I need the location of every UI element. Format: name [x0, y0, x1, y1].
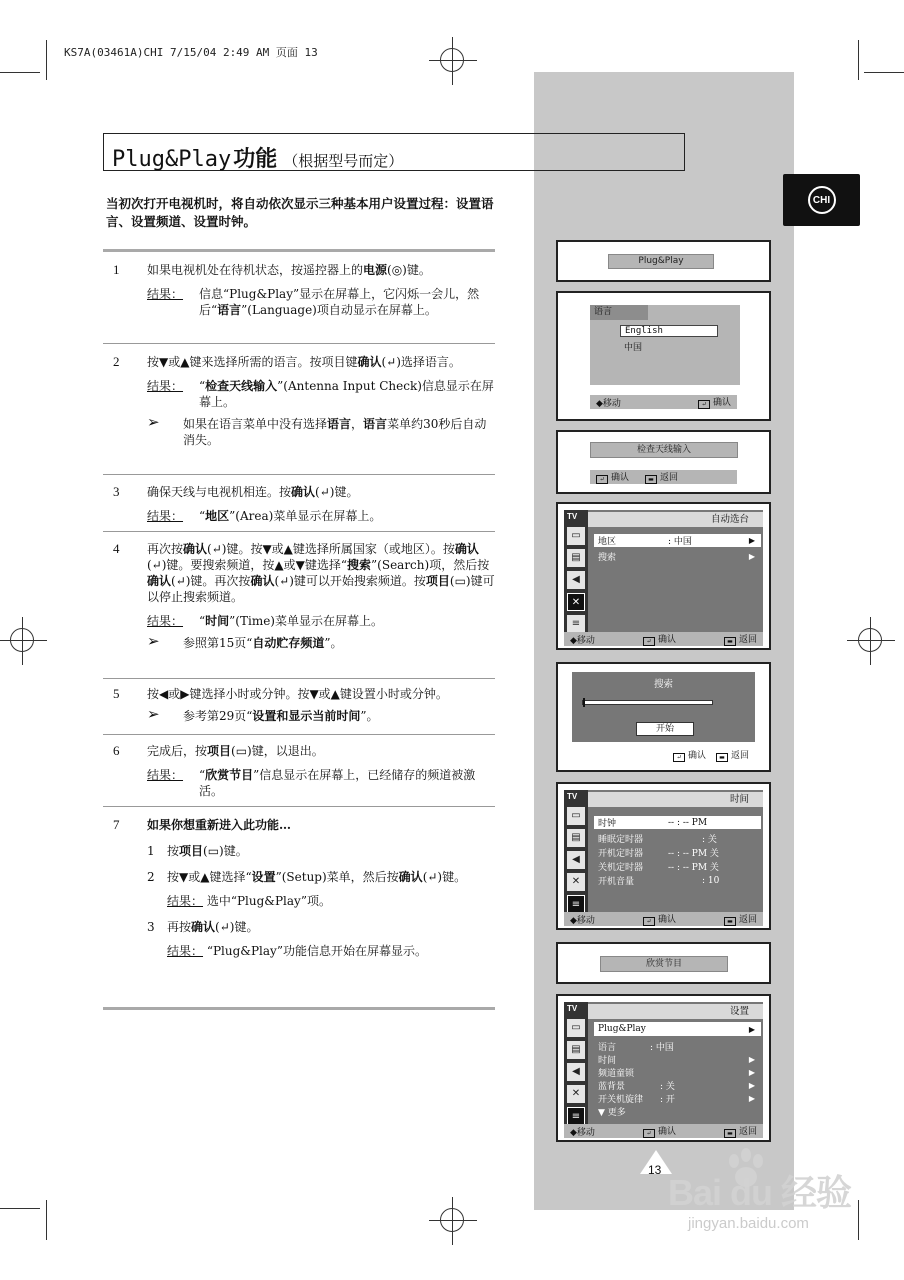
step-4	[103, 541, 495, 675]
osd-sidebar	[564, 1002, 588, 1124]
registration-mark	[10, 628, 34, 652]
step-result: 结果： 信息“Plug&Play”显示在屏幕上，它闪烁一会儿，然后“语言”(Language)项自动显示在屏幕上。	[147, 287, 480, 317]
screen-auto-store	[556, 502, 771, 650]
step-number: 2	[113, 354, 120, 369]
note-arrow-icon: ➢	[147, 413, 160, 431]
sub-step-result: 结果： “Plug&Play”功能信息开始在屏幕显示。	[167, 944, 427, 958]
plugplay-label: Plug&Play	[608, 254, 714, 269]
screen-plugplay	[556, 240, 771, 282]
note-arrow-icon: ➢	[147, 632, 160, 650]
setup-icon: ≡	[567, 615, 585, 633]
divider	[103, 734, 495, 735]
language-footer	[590, 395, 737, 409]
antenna-icon: ✕	[567, 593, 585, 611]
step-note: ➢ 参考第29页“设置和显示当前时间”。	[147, 705, 379, 723]
ok-hint: ↵ 确认	[643, 1124, 676, 1138]
watermark	[668, 1145, 858, 1245]
sound-icon: ◀	[567, 571, 585, 589]
search-title: 搜索	[653, 679, 673, 690]
step-text: 确保天线与电视机相连。按确认(↵)键。	[147, 485, 359, 499]
move-hint: ◆移动	[570, 1127, 595, 1138]
antenna-footer	[590, 470, 737, 484]
divider	[103, 474, 495, 475]
crop-mark	[46, 1200, 47, 1240]
menu-row-child-lock[interactable]: 频道童锁 ▶	[598, 1067, 755, 1079]
step-text: 按◀或▶键选择小时或分钟。按▼或▲键设置小时或分钟。	[147, 687, 448, 701]
channel-icon: ▤	[567, 829, 585, 847]
step-number: 1	[113, 262, 120, 277]
step-text: 完成后，按项目(▭)键，以退出。	[147, 744, 324, 758]
move-hint: ◆移动	[570, 915, 595, 926]
back-hint: ▬ 返回	[724, 1124, 757, 1138]
menu-row-off-timer[interactable]: 关机定时器 -- : -- PM 关	[598, 863, 719, 873]
osd-background	[564, 510, 763, 632]
step-text: 再次按确认(↵)键。按▼或▲键选择所属国家（或地区）。按确认(↵)键。要搜索频道，按▲或▼键选择“搜索”(Search)项，然后按确认(↵)键。再次按确认(↵)键可以开始搜索频道。按项目(▭)键可以停止搜索频道。	[147, 542, 495, 604]
sound-icon: ◀	[567, 851, 585, 869]
sub-step-1: 1 按项目(▭)键。	[147, 844, 248, 858]
osd-title: 自动选台	[588, 512, 763, 527]
channel-icon: ▤	[567, 1041, 585, 1059]
step-text: 按▼或▲键来选择所需的语言。按项目键确认(↵)选择语言。	[147, 355, 461, 369]
step-number: 5	[113, 686, 120, 701]
menu-row-clock[interactable]: 时钟 -- : -- PM	[594, 816, 761, 829]
divider	[103, 678, 495, 679]
divider	[103, 806, 495, 807]
page-title	[103, 133, 685, 171]
crop-mark	[0, 1208, 40, 1209]
step-number: 7	[113, 817, 120, 832]
back-hint: ▬ 返回	[724, 912, 757, 926]
ok-hint: ↵ 确认	[673, 748, 706, 762]
osd-sidebar	[564, 510, 588, 632]
ok-hint: ↵ 确认	[698, 395, 731, 409]
divider	[103, 249, 495, 252]
search-progress-marker	[583, 698, 585, 707]
menu-row-melody[interactable]: 开关机旋律 : 开 ▶	[598, 1093, 755, 1105]
screen-time	[556, 782, 771, 930]
osd-sidebar	[564, 790, 588, 912]
setup-icon: ≡	[567, 895, 585, 913]
start-button[interactable]: 开始	[636, 722, 694, 736]
divider	[103, 343, 495, 344]
sub-step-3: 3 再按确认(↵)键。 结果： “Plug&Play”功能信息开始在屏幕显示。	[147, 919, 495, 959]
menu-row-more[interactable]: ▼ 更多	[598, 1107, 626, 1118]
screen-language	[556, 291, 771, 421]
tv-label: TV	[567, 792, 578, 801]
osd-title: 时间	[588, 792, 763, 807]
enter-icon: ↵	[643, 1129, 655, 1138]
search-progress-bar	[582, 700, 713, 705]
step-3	[103, 484, 495, 528]
step-result: 结果： “地区”(Area)菜单显示在屏幕上。	[147, 509, 382, 523]
step-note: ➢ 如果在语言菜单中没有选择语言，语言菜单约30秒后自动消失。	[147, 413, 487, 447]
setup-icon: ≡	[567, 1107, 585, 1125]
back-hint: ▬ 返回	[724, 632, 757, 646]
step-heading: 如果你想重新进入此功能…	[147, 818, 292, 832]
osd-title: 设置	[588, 1004, 763, 1019]
search-footer	[673, 748, 749, 762]
search-panel	[572, 672, 755, 742]
language-tab	[783, 174, 860, 226]
menu-icon: ▬	[716, 753, 728, 762]
menu-icon: ▬	[724, 917, 736, 926]
menu-row-on-timer[interactable]: 开机定时器 -- : -- PM 关	[598, 849, 719, 859]
screen-enjoy	[556, 942, 771, 984]
step-number: 6	[113, 743, 120, 758]
menu-icon: ▬	[724, 1129, 736, 1138]
title-main: Plug&Play	[112, 147, 232, 172]
step-1	[103, 262, 495, 340]
enter-icon: ↵	[596, 475, 608, 484]
crop-mark	[46, 40, 47, 80]
step-6	[103, 743, 495, 805]
crop-mark	[0, 72, 40, 73]
crop-mark	[864, 72, 904, 73]
print-header: KS7A(03461A)CHI 7/15/04 2:49 AM 页面 13	[64, 46, 318, 59]
registration-mark	[440, 48, 464, 72]
divider	[103, 531, 495, 532]
antenna-icon: ✕	[567, 1085, 585, 1103]
title-bold: 功能	[233, 146, 278, 172]
move-hint: ◆移动	[596, 398, 621, 409]
enjoy-label: 欣赏节目	[600, 956, 728, 972]
antenna-icon: ✕	[567, 873, 585, 891]
language-option[interactable]: 中国	[624, 343, 643, 353]
registration-mark	[440, 1208, 464, 1232]
step-7	[103, 817, 495, 1003]
step-result: 结果： “检查天线输入”(Antenna Input Check)信息显示在屏幕上。	[147, 379, 494, 409]
language-tab-label: CHI	[808, 186, 836, 214]
menu-row-language[interactable]: 语言 : 中国	[598, 1042, 674, 1053]
channel-icon: ▤	[567, 549, 585, 567]
osd-footer	[564, 912, 763, 926]
menu-row-blue-screen[interactable]: 蓝背景 : 关 ▶	[598, 1080, 755, 1092]
note-arrow-icon: ➢	[147, 705, 160, 723]
sub-step-result: 结果： 选中“Plug&Play”项。	[167, 894, 331, 908]
menu-row-plugplay[interactable]: Plug&Play ▶	[594, 1022, 761, 1036]
step-text: 如果电视机处在待机状态，按遥控器上的电源(◎)键。	[147, 263, 431, 277]
picture-icon: ▭	[567, 527, 585, 545]
crop-mark	[858, 40, 859, 80]
sub-step-2: 2 按▼或▲键选择“设置”(Setup)菜单，然后按确认(↵)键。 结果： 选中“Plug&Play”项。	[147, 869, 495, 909]
ok-hint: ↵ 确认	[643, 632, 676, 646]
registration-mark	[858, 628, 882, 652]
language-menu	[590, 305, 740, 385]
language-option[interactable]: English	[620, 325, 718, 337]
enter-icon: ↵	[673, 753, 685, 762]
back-hint: ▬ 返回	[645, 470, 678, 484]
step-5	[103, 686, 495, 732]
step-number: 4	[113, 541, 120, 556]
tv-label: TV	[567, 512, 578, 521]
step-result: 结果： “时间”(Time)菜单显示在屏幕上。	[147, 614, 383, 628]
intro-text: 当初次打开电视机时，将自动依次显示三种基本用户设置过程：设置语言、设置频道、设置时钟。	[106, 196, 494, 229]
crop-mark	[858, 1200, 859, 1240]
watermark-logo: Bai du 经验	[668, 1172, 852, 1213]
osd-footer	[564, 1124, 763, 1138]
picture-icon: ▭	[567, 1019, 585, 1037]
enter-icon: ↵	[698, 400, 710, 409]
menu-row-search[interactable]: 搜索 ▶	[598, 552, 755, 563]
step-note: ➢ 参照第15页“自动贮存频道”。	[147, 632, 343, 650]
screen-setup	[556, 994, 771, 1142]
picture-icon: ▭	[567, 807, 585, 825]
step-2	[103, 354, 495, 472]
antenna-check-label: 检查天线输入	[590, 442, 738, 458]
back-hint: ▬ 返回	[716, 748, 749, 762]
watermark-url: jingyan.baidu.com	[688, 1215, 809, 1232]
menu-row-time[interactable]: 时间 ▶	[598, 1054, 755, 1066]
osd-footer	[564, 632, 763, 646]
language-menu-title: 语言	[590, 305, 648, 320]
menu-row-sleep[interactable]: 睡眠定时器 : 关	[598, 835, 717, 845]
screen-antenna-check	[556, 430, 771, 494]
step-result: 结果： “欣赏节目”信息显示在屏幕上，已经储存的频道被激活。	[147, 768, 476, 798]
enter-icon: ↵	[643, 917, 655, 926]
menu-row-area[interactable]: 地区 : 中国 ▶	[594, 534, 761, 547]
ok-hint: ↵ 确认	[643, 912, 676, 926]
title-sub: （根据型号而定）	[283, 152, 404, 170]
page-number: 13	[648, 1163, 662, 1177]
screen-search	[556, 662, 771, 772]
menu-row-on-volume[interactable]: 开机音量 : 10	[598, 875, 720, 887]
ok-hint: ↵ 确认	[596, 470, 629, 484]
menu-icon: ▬	[645, 475, 657, 484]
tv-label: TV	[567, 1004, 578, 1013]
menu-icon: ▬	[724, 637, 736, 646]
enter-icon: ↵	[643, 637, 655, 646]
step-number: 3	[113, 484, 120, 499]
divider	[103, 1007, 495, 1010]
move-hint: ◆移动	[570, 635, 595, 646]
sound-icon: ◀	[567, 1063, 585, 1081]
